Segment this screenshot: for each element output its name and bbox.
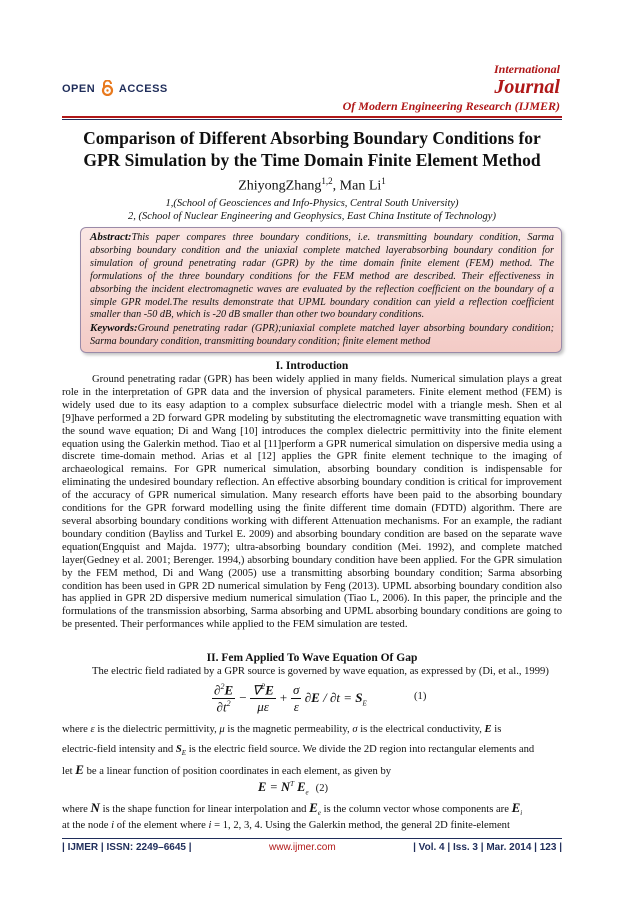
where-2a: electric-field intensity and [62, 744, 174, 755]
authors [62, 176, 562, 195]
title-line-1: Comparison of Different Absorbing Boundary Conditions for [83, 128, 541, 148]
equation-1-number: (1) [414, 691, 427, 702]
title-line-2: GPR Simulation by the Time Domain Finite Element Method [83, 150, 541, 170]
affiliation-2: 2, (School of Nuclear Engineering and Geophysics, East China Institute of Technology) [128, 211, 496, 222]
keywords-label: Keywords: [90, 322, 138, 335]
where-2b: is the electric field source. We divide the 2D region into rectangular elements and [188, 744, 535, 755]
journal-international: International [493, 62, 560, 76]
equation-2: $E = N^T$ $E_e$ (2) [258, 780, 329, 797]
header-rule-thin [62, 119, 562, 120]
where-line-1: where ε is the dielectric permittivity, μ is the magnetic permeability, σ is the electrical conductivity, E is [62, 724, 502, 735]
where-line-4: at the node i of the element where i = 1, 2, 3, 4. Using the Galerkin method, the general 2D finite-element [62, 820, 510, 831]
equation-2-number: (2) [315, 783, 329, 795]
section-1-paragraph: Ground penetrating radar (GPR) has been widely applied in many fields. Numerical simulation plays a great role in the interpretation of GPR data and the inversion of physical parameters. Finite element method (FEM) is widely used due to its easy adaption to a complex subsurface dielectric model with a triangle mesh. Shen et al [9]have performed a 2D forward GPR modeling by substituting the electromagnetic wave transmitting equation with the sound wave equation; Di and Wang [10] introduces the complex dielectric permittivity into the finite element equation using the Galerkin method. Tiao et al [11]perform a GPR numerical simulation on dispersive media using a discrete time-domain method. Arias et al [12] applies the GPR finite element technique to the imaging of archaeological remains. For GPR numerical simulation, absorbing boundary condition is indispensable for eliminating the undesired boundary reflection. An effective absorbing boundary condition is critical for improvement of the accuracy of GPR numerical simulation. Many research efforts have been paid to the absorbing boundary conditions for the GPR forward modelling using the finite different time domain (FDTD) algorithm. There are several absorbing boundary conditions working with different Attenuation mechanisms. For an example, the radiant boundary condition (Bayliss and Turkel E. 2009) and absorbing boundary condition are based on the separate wave equation(Engquist and Majda. 1977); ultra-absorbing boundary condition (Mei. 1992), and complete matched layer(Gedney et al. 2001; Berenger. 1994,) absorbing boundary condition have been applied. For the GPR simulation by the FEM method, Di and Wang (2005) use a transmitting absorbing boundary condition; Sarma absorbing condition has been used in GPR 2D numerical simulation by Feng (2013). UPML absorbing boundary condition also has applied in GPR 2D dispersive medium numerical simulation (Tiao L, 2006). In this paper, the principle and the formulations of the transmission absorbing, Sarma absorbing and UPML absorbing boundary conditions are going to be presented. Their performances while applied to the FEM simulation are tested. [62, 374, 562, 631]
let-line: let E be a linear function of position coordinates in each element, as given by [62, 762, 392, 777]
section-2-heading: II. Fem Applied To Wave Equation Of Gap [206, 652, 418, 664]
let-a: let [62, 766, 73, 777]
abstract [90, 231, 554, 349]
footer-url[interactable]: www.ijmer.com [269, 842, 336, 853]
let-b: be a linear function of position coordinates in each element, as given by [86, 766, 392, 777]
where-1a: where [62, 724, 88, 735]
where-1c: is the magnetic permeability, [227, 724, 350, 735]
footer-rule [62, 838, 562, 839]
abstract-label: Abstract: [90, 231, 132, 243]
where-3c: is the column vector whose components are [323, 804, 509, 815]
where-line-2: electric-field intensity and $S_E$ is the electric field source. We divide the 2D region into rectangular elements and [62, 744, 535, 758]
journal-full-name: Of Modern Engineering Research (IJMER) [342, 99, 560, 113]
section-2-intro: The electric field radiated by a GPR source is governed by wave equation, as expressed by (Di, et al., 1999) [92, 666, 549, 677]
where-3a: where [62, 804, 88, 815]
author-2: , Man Li [332, 178, 382, 194]
where-4a: at the node [62, 820, 109, 831]
footer-left: | IJMER | ISSN: 2249–6645 | [62, 842, 192, 853]
author-1: ZhiyongZhang [238, 178, 322, 194]
header-rule [62, 116, 562, 118]
author-1-sup: 1,2 [321, 176, 333, 186]
where-line-3: where N is the shape function for linear interpolation and $E_e$ is the column vector whose components are $E_i$ [62, 800, 523, 818]
where-4b: of the element where [116, 820, 206, 831]
open-label: OPEN [62, 83, 96, 95]
where-4c: . Using the Galerkin method, the general 2D finite-element [259, 820, 510, 831]
where-3b: is the shape function for linear interpolation and [102, 804, 307, 815]
equation-1: $\frac{\partial^2E}{\partial t^2}$ − $\frac{\nabla^2E}{\mu\varepsilon}$ + $\frac{\sigma}{\varepsilon}$ $\partial E / \partial t = S_E$ [214, 682, 367, 715]
footer-right: | Vol. 4 | Iss. 3 | Mar. 2014 | 123 | [413, 842, 562, 853]
where-1b: is the dielectric permittivity, [97, 724, 217, 735]
access-label: ACCESS [118, 83, 168, 95]
journal-word: Journal [494, 76, 560, 98]
open-lock-icon [101, 80, 114, 96]
where-1d: is the electrical conductivity, [360, 724, 482, 735]
where-1e: is [494, 724, 502, 735]
keywords-text: Ground penetrating radar (GPR);uniaxial complete matched layer absorbing boundary condition; Sarma boundary condition, transmitting boundary condition; finite element method [90, 323, 554, 348]
section-1-heading: I. Introduction [275, 360, 349, 372]
author-2-sup: 1 [381, 176, 386, 186]
footer [62, 842, 562, 853]
open-access-logo [62, 80, 168, 96]
abstract-text: This paper compares three boundary conditions, i.e. transmitting boundary condition, Sarma absorbing boundary condition and the uniaxial complete matched layerabsorbing boundary condition for simulation of ground penetrating radar (GPR) by the time domain finite element (FEM) method. The formulations of the three boundary conditions for the FEM method are described. Their effectiveness in absorbing the incident electromagnetic waves are evaluated by the reflection coefficient on the boundary of a simple GPR model.The results demonstrate that UPML boundary condition can yield a reflection coefficient smaller than -50 dB, which is -20 dB smaller than other two boundary conditions. [90, 232, 554, 321]
paper-title [62, 127, 562, 171]
affiliation-1: 1,(School of Geosciences and Info-Physics, Central South University) [165, 198, 459, 209]
